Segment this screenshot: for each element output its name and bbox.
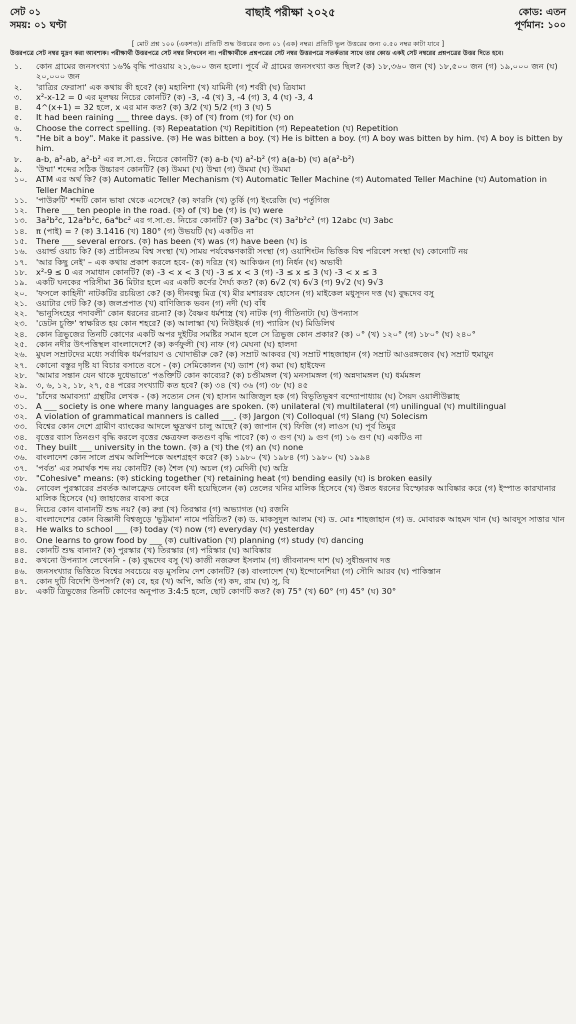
question-item bbox=[10, 112, 566, 122]
question-item bbox=[10, 288, 566, 298]
question-text: 3a²b²c, 12a³b²c, 6a⁴bc² এর গ.সা.গু. নিচের কোনটি? (ক) 3a²bc (খ) 3a²b²c² (গ) 12abc (ঘ) 3abc bbox=[36, 215, 394, 226]
question-item bbox=[10, 267, 566, 277]
question-number: ৪০. bbox=[14, 503, 28, 514]
question-number: ১০. bbox=[14, 174, 28, 185]
question-item bbox=[10, 504, 566, 514]
question-number: ৪৮. bbox=[14, 586, 28, 597]
question-text: কোন ত্রিভুজের তিনটি কোণের একটি অপর দুইটির সমষ্টির সমান হলে সে ত্রিভুজ কোন প্রকার? (ক) ০° (খ) ১২০° (গ) ১৮০° (ঘ) ২৪০° bbox=[36, 328, 476, 339]
question-item bbox=[10, 246, 566, 256]
question-item bbox=[10, 432, 566, 442]
question-item bbox=[10, 226, 566, 236]
question-item bbox=[10, 92, 566, 102]
question-text: 'আমার সন্তান যেন থাকে দুধেভাতে' পঙক্তিটি কোন কাব্যের? (ক) চণ্ডীমঙ্গল (খ) মনসামঙ্গল (গ) অন্নদামঙ্গল (ঘ) ধর্মমঙ্গল bbox=[36, 369, 421, 380]
question-number: ৩৫. bbox=[14, 441, 28, 452]
time-label: সময়: ০১ ঘণ্টা bbox=[10, 20, 67, 31]
set-label: সেট ০১ bbox=[10, 7, 41, 18]
question-item bbox=[10, 452, 566, 462]
question-item bbox=[10, 370, 566, 380]
question-number: ৮. bbox=[14, 153, 22, 164]
question-number: ১২. bbox=[14, 205, 28, 216]
question-item bbox=[10, 545, 566, 555]
question-item bbox=[10, 308, 566, 318]
question-number: ১৯. bbox=[14, 277, 28, 288]
question-text: π (পাই) = ? (ক) 3.1416 (খ) 180° (গ) উভয়টি (ঘ) একটিও না bbox=[36, 225, 254, 236]
question-text: ATM এর অর্থ কি? (ক) Automatic Teller Mechanism (খ) Automatic Teller Machine (গ) Automated Teller Machine (ঘ) Automation in Teller Machine bbox=[36, 174, 547, 195]
exam-title: বাছাই পরীক্ষা ২০২৫ bbox=[245, 6, 336, 19]
question-text: বাংলাদেশের কোন বিজ্ঞানী বিশ্বজুড়ে 'ভুট্টমান' নামে পরিচিত? (ক) ড. মাকসুদুল আলম (খ) ড. মোঃ শাহজাহান (গ) ড. মোবারক আহমদ খান (ঘ) আবদুস সাত্তার খান bbox=[36, 514, 565, 525]
question-number: ২৬. bbox=[14, 349, 28, 360]
question-number: ৩৩. bbox=[14, 421, 28, 432]
question-text: 'পাউরুটি' শব্দটি কোন ভাষা থেকে এসেছে? (ক) ফারসি (খ) তুর্কি (গ) ইংরেজি (ঘ) পর্তুগিজ bbox=[36, 194, 330, 205]
question-text: 'চাঁদের অমাবস্যা' গ্রন্থটির লেখক - (ক) সত্যেন সেন (খ) হাসান আজিজুল হক (গ) বিভূতিভূষণ বন্দ্যোপাধ্যায় (ঘ) সৈয়দ ওয়ালীউল্লাহ bbox=[36, 390, 460, 401]
question-text: কোন নদীর উৎপত্তিস্থল বাংলাদেশে? (ক) কর্ণফুলী (খ) নাফ (গ) মেঘনা (ঘ) হালদা bbox=[36, 339, 298, 350]
question-item bbox=[10, 401, 566, 411]
question-item bbox=[10, 215, 566, 225]
question-text: বিশ্বের কোন দেশে গ্রামীণ ব্যাংকের আদলে ক্ষুদ্রঋণ চালু আছে? (ক) জাপান (খ) ফিজি (গ) লাওস (ঘ) পূর্ব তিমুর bbox=[36, 421, 396, 432]
question-list bbox=[10, 61, 566, 596]
question-text: He walks to school ___ (ক) today (খ) now (গ) everyday (ঘ) yesterday bbox=[36, 524, 315, 535]
question-item bbox=[10, 123, 566, 133]
question-text: x²-x-12 = 0 এর মূলদ্বয় নিচের কোনটি? (ক) -3, -4 (খ) 3, -4 (গ) 3, 4 (ঘ) -3, 4 bbox=[36, 91, 314, 102]
question-item bbox=[10, 411, 566, 421]
question-item bbox=[10, 277, 566, 287]
question-text: There ___ ten people in the road. (ক) of (খ) be (গ) is (ঘ) were bbox=[36, 205, 283, 216]
question-text: 'পর্বত' এর সমার্থক শব্দ নয় কোনটি? (ক) শৈল (খ) অচল (গ) মেদিনী (ঘ) অদ্রি bbox=[36, 462, 289, 473]
question-number: ১৮. bbox=[14, 266, 28, 277]
full-marks-label: পূর্ণমান: ১০০ bbox=[514, 20, 566, 31]
question-number: ৩২. bbox=[14, 411, 28, 422]
question-number: ১৩. bbox=[14, 215, 28, 226]
question-text: কোনটি শুদ্ধ বানান? (ক) পুরস্কার (খ) তিরস্কার (গ) পরিস্কার (ঘ) আবিষ্কার bbox=[36, 544, 272, 555]
question-item bbox=[10, 535, 566, 545]
question-number: ৩৬. bbox=[14, 452, 28, 463]
question-item bbox=[10, 483, 566, 504]
question-text: 4^(x+1) = 32 হলে, x এর মান কত? (ক) 3/2 (খ) 5/2 (গ) 3 (ঘ) 5 bbox=[36, 102, 272, 113]
question-number: ২০. bbox=[14, 287, 28, 298]
question-item bbox=[10, 82, 566, 92]
exam-header bbox=[10, 6, 566, 32]
question-number: ৩৯. bbox=[14, 483, 28, 494]
question-text: একটি ঘনকের পরিসীমা 36 মিটার হলে এর একটি কর্ণের দৈর্ঘ্য কত? (ক) 6√2 (খ) 6√3 (গ) 9√2 (ঘ) 9√3 bbox=[36, 277, 384, 288]
question-text: x²-9 ≤ 0 এর সমাধান কোনটি? (ক) -3 < x < 3 (খ) -3 ≤ x < 3 (গ) -3 ≤ x ≤ 3 (ঘ) -3 < x ≤ 3 bbox=[36, 266, 378, 277]
question-text: একটি ত্রিভুজের তিনটি কোণের অনুপাত 3:4:5 হলে, ছোট কোণটি কত? (ক) 75° (খ) 60° (গ) 45° (ঘ) 30° bbox=[36, 586, 397, 597]
question-item bbox=[10, 318, 566, 328]
question-item bbox=[10, 463, 566, 473]
question-number: ৩৪. bbox=[14, 431, 28, 442]
marking-instruction: [ মোট প্রশ্ন ১০০ (একশত)। প্রতিটি শুদ্ধ উত্তরের জন্য ০১ (এক) নম্বর। প্রতিটি ভুল উত্তরের জন্য ০.৫০ নম্বর কাটা যাবে ] bbox=[131, 40, 445, 48]
question-number: ৪৩. bbox=[14, 534, 28, 545]
question-text: কখনো উপন্যাস লেখেননি - (ক) বুদ্ধদেব বসু (খ) কাজী নজরুল ইসলাম (গ) জীবনানন্দ দাশ (ঘ) সুধীন্দ্রনাথ দত্ত bbox=[36, 555, 391, 566]
question-item bbox=[10, 555, 566, 565]
question-number: ১৫. bbox=[14, 236, 28, 247]
question-item bbox=[10, 360, 566, 370]
question-item bbox=[10, 236, 566, 246]
question-number: ২৭. bbox=[14, 359, 28, 370]
question-item bbox=[10, 164, 566, 174]
question-text: One learns to grow food by ___ (ক) cultivation (খ) planning (গ) study (ঘ) dancing bbox=[36, 534, 364, 545]
question-text: Choose the correct spelling. (ক) Repeatation (খ) Repitition (গ) Repeatetion (ঘ) Repetition bbox=[36, 122, 399, 133]
question-text: কোন গ্রামের জনসংখ্যা ১৬% বৃদ্ধি পাওয়ায় ২১,৬০০ জন হলো। পূর্বে ঐ গ্রামের জনসংখ্যা কত ছিল? (ক) ১৮,৩৬০ জন (খ) ১৮,৫০০ জন (গ) ১৯,০০০ জন (ঘ) ২০,০০০ জন bbox=[36, 61, 558, 82]
question-text: 'আর কিছু নেই' – এক কথায় প্রকাশ করলে হবে- (ক) দরিদ্র (খ) আকিঞ্চন (গ) নির্ধন (ঘ) অভাবী bbox=[36, 256, 343, 267]
question-item bbox=[10, 195, 566, 205]
question-item bbox=[10, 380, 566, 390]
question-item bbox=[10, 298, 566, 308]
question-number: ২. bbox=[14, 81, 22, 92]
question-text: বাংলাদেশ কোন সালে প্রথম অলিম্পিকে অংশগ্রহণ করে? (ক) ১৯৮০ (খ) ১৯৮৪ (গ) ১৯৮০ (ঘ) ১৯৯৪ bbox=[36, 452, 371, 463]
question-text: নোবেল পুরস্কারের প্রবর্তক আলফ্রেড নোবেল ধনী হয়েছিলেন (ক) তেলের খনির মালিক হিসেবে (খ) উন্নত ধরনের বিস্ফোরক আবিষ্কার করে (গ) ইস্পাত কারখানার মালিক হিসেবে (ঘ) জাহাজের ব্যবসা করে bbox=[36, 483, 556, 504]
question-number: ১৬. bbox=[14, 246, 28, 257]
question-number: ২৯. bbox=[14, 380, 28, 391]
question-number: ২২. bbox=[14, 308, 28, 319]
code-label: কোড: এতন bbox=[518, 7, 566, 18]
question-number: ৭. bbox=[14, 133, 22, 144]
question-number: ২৮. bbox=[14, 369, 28, 380]
header-right bbox=[514, 6, 566, 32]
question-text: নিচের কোন বানানটি শুদ্ধ নয়? (ক) রুগ্ন (খ) তিরস্কার (গ) অভ্যাগত (ঘ) রজনি bbox=[36, 503, 289, 514]
question-number: ৩১. bbox=[14, 400, 28, 411]
question-number: ৩৮. bbox=[14, 472, 28, 483]
question-item bbox=[10, 102, 566, 112]
question-number: ১৪. bbox=[14, 225, 28, 236]
question-text: ওয়ার্ল্ড ওয়াচ কি? (ক) প্রাচীনতম বিশ্ব সংস্থা (খ) সাময় পর্যবেক্ষণকারী সংস্থা (গ) ওয়াশিংটন ভিত্তিক বিশ্ব পরিবেশ সংস্থা (ঘ) কোনোটি নয় bbox=[36, 246, 469, 257]
question-number: ৪২. bbox=[14, 524, 28, 535]
question-number: ৯. bbox=[14, 163, 22, 174]
set-instruction: উত্তরপত্রে সেট নম্বর মুদ্রণ করা আবশ্যক। পরীক্ষার্থী উত্তরপত্রে সেট নম্বর লিখবেন না। পরীক্ষার্থীকে প্রশ্নপত্রের সেট নম্বর উত্তরপত্রে সতর্কতার সাথে তার কোড একই সেট নম্বরের প্রশ্নপত্রের উত্তর দিতে হবে। bbox=[10, 50, 504, 57]
question-text: 'রাত্রির ফেরাসা' এক কথায় কী হবে? (ক) মহানিশা (খ) যামিনী (গ) শর্বরী (ঘ) ত্রিযামা bbox=[36, 81, 306, 92]
question-number: ৪৫. bbox=[14, 555, 28, 566]
question-item bbox=[10, 329, 566, 339]
question-text: ওয়াটার গেট কি? (ক) জলপ্রপাত (খ) বাণিজ্যিক ভবন (গ) নদী (ঘ) বাঁধ bbox=[36, 297, 267, 308]
question-number: ৪. bbox=[14, 102, 22, 113]
question-text: 'ফসলে কাহিনী' নাটকটির রচয়িতা কে? (ক) দীনবন্ধু মিত্র (খ) মীর মশাররফ হোসেন (গ) মাইকেল মধুসূদন দত্ত (ঘ) বুদ্ধদেব বসু bbox=[36, 287, 435, 298]
question-text: 'ভানুসিংহের পদাবলী' কোন ধরনের রচনা? (ক) বৈষ্ণব ধর্মশাস্ত্র (খ) নাটক (গ) গীতিনাট্য (ঘ) উপন্যাস bbox=[36, 308, 359, 319]
question-number: ৪৬. bbox=[14, 565, 28, 576]
question-number: ২১. bbox=[14, 297, 28, 308]
question-text: It had been raining ___ three days. (ক) of (খ) from (গ) for (ঘ) on bbox=[36, 112, 294, 123]
question-number: ৪৭. bbox=[14, 575, 28, 586]
question-text: 'উম্মা' শব্দের সঠিক উচ্চারণ কোনটি? (ক) উমমা (খ) উম্মা (গ) উমমা (ঘ) উমমা bbox=[36, 163, 291, 174]
question-text: 'ডেটন চুক্তি' স্বাক্ষরিত হয় কোন শহরে? (ক) আলাস্কা (খ) নিউইয়র্ক (গ) প্যারিস (ঘ) মিডিলিথ bbox=[36, 318, 335, 329]
question-text: A violation of grammatical manners is called ___. (ক) Jargon (খ) Colloqual (গ) Slang (ঘ) Solecism bbox=[36, 411, 428, 422]
question-number: ৩০. bbox=[14, 390, 28, 401]
question-item bbox=[10, 473, 566, 483]
question-text: a-b, a²-ab, a²-b² এর ল.সা.গু. নিচের কোনটি? (ক) a-b (খ) a²-b² (গ) a(a-b) (ঘ) a(a²-b²) bbox=[36, 153, 355, 164]
question-number: ৫. bbox=[14, 112, 22, 123]
question-text: জনসংখ্যার ভিত্তিতে বিশ্বের সবচেয়ে বড় মুসলিম দেশ কোনটি? (ক) বাংলাদেশ (খ) ইন্দোনেশিয়া (গ) সৌদি আরব (ঘ) পাকিস্তান bbox=[36, 565, 441, 576]
question-item bbox=[10, 524, 566, 534]
question-item bbox=[10, 586, 566, 596]
question-number: ১. bbox=[14, 61, 22, 71]
question-number: ১৭. bbox=[14, 256, 28, 267]
question-number: ৪১. bbox=[14, 514, 28, 525]
question-item bbox=[10, 174, 566, 195]
question-item bbox=[10, 442, 566, 452]
question-item bbox=[10, 257, 566, 267]
question-item bbox=[10, 61, 566, 82]
question-text: বৃত্তের ব্যাস তিনগুণ বৃদ্ধি করলে বৃত্তের ক্ষেত্রফল কতগুণ বৃদ্ধি পাবে? (ক) ৩ গুণ (খ) ৯ গুণ (গ) ১৬ গুণ (ঘ) একটিও না bbox=[36, 431, 423, 442]
question-number: ২৫. bbox=[14, 339, 28, 350]
question-number: ৬. bbox=[14, 122, 22, 133]
question-item bbox=[10, 566, 566, 576]
question-item bbox=[10, 154, 566, 164]
question-number: ৩৭. bbox=[14, 462, 28, 473]
question-item bbox=[10, 349, 566, 359]
question-text: There ___ several errors. (ক) has been (খ) was (গ) have been (ঘ) is bbox=[36, 236, 308, 247]
header-left bbox=[10, 6, 66, 32]
question-number: ২৪. bbox=[14, 328, 28, 339]
question-text: ৩, ৬, ১২, ১৮, ২৭, ৫৪ পরের সংখ্যাটি কত হবে? (ক) ৩৪ (খ) ৩৬ (গ) ৩৮ (ঘ) ৪৫ bbox=[36, 380, 309, 391]
question-number: ১১. bbox=[14, 194, 28, 205]
question-text: They built ___ university in the town. (ক) a (খ) the (গ) an (ঘ) none bbox=[36, 441, 304, 452]
question-text: কোনো বস্তুর দৃষ্টি যা বিচার বসাতে বসে - (ক) সেমিকোলন (খ) ড্যাশ (গ) কমা (ঘ) হাইফেন bbox=[36, 359, 326, 370]
question-number: ৩. bbox=[14, 91, 22, 102]
question-text: "Cohesive" means: (ক) sticking together (খ) retaining heat (গ) bending easily (ঘ) is broken easily bbox=[36, 472, 432, 483]
question-number: ২৩. bbox=[14, 318, 28, 329]
question-item bbox=[10, 339, 566, 349]
question-text: কোন দুটি বিদেশি উপসর্গ? (ক) বে, হর (খ) অপি, অতি (গ) কদ, রাম (ঘ) সু, বি bbox=[36, 575, 290, 586]
question-item bbox=[10, 391, 566, 401]
question-item bbox=[10, 576, 566, 586]
question-item bbox=[10, 205, 566, 215]
question-item bbox=[10, 133, 566, 154]
question-text: মুঘল সম্রাটদের মধ্যে সর্বাধিক ধর্মপরায়ণ ও খোদাভীরু কে? (ক) সম্রাট আকবর (খ) সম্রাট শাহজাহান (গ) সম্রাট আওরঙ্গজেব (ঘ) সম্রাট হুমায়ুন bbox=[36, 349, 494, 360]
question-item bbox=[10, 421, 566, 431]
question-text: "He bit a boy". Make it passive. (ক) He was bitten a boy. (খ) He is bitten a boy. (গ) A boy was bitten by him. (ঘ) A boy is bitten by him. bbox=[36, 133, 563, 154]
question-item bbox=[10, 514, 566, 524]
question-text: A ___ society is one where many languages are spoken. (ক) unilateral (খ) multilateral (গ) unilingual (ঘ) multilingual bbox=[36, 400, 507, 411]
question-number: ৪৪. bbox=[14, 544, 28, 555]
